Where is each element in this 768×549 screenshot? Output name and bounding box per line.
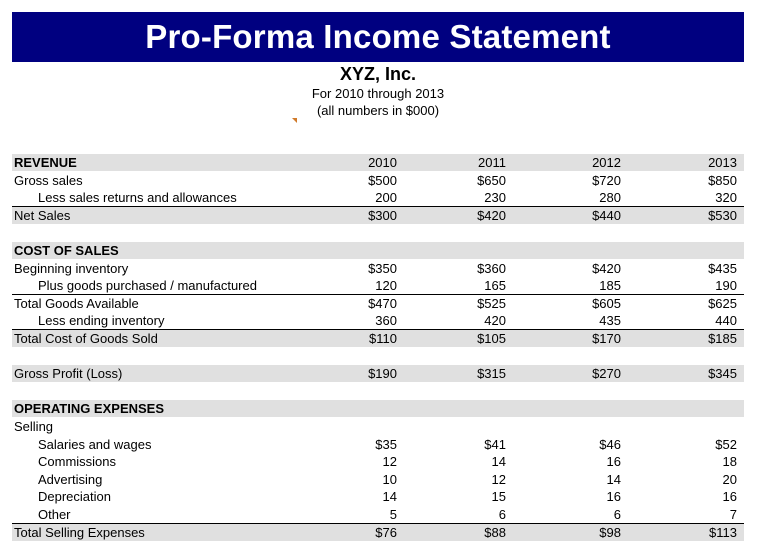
value-cell: $35 xyxy=(375,437,397,452)
value-cell: 420 xyxy=(484,313,506,328)
table-row xyxy=(12,277,744,294)
table-row xyxy=(12,260,744,277)
value-cell: 15 xyxy=(491,489,506,504)
value-cell: $52 xyxy=(715,437,737,452)
value-cell: $530 xyxy=(708,208,737,223)
value-cell: 230 xyxy=(484,190,506,205)
table-row xyxy=(12,295,744,312)
value-cell: $76 xyxy=(375,525,397,540)
value-cell: $170 xyxy=(592,331,621,346)
table-row xyxy=(12,207,744,224)
year-cell: 2012 xyxy=(592,155,621,170)
table-row xyxy=(12,453,744,470)
row-label: Other xyxy=(38,507,71,522)
value-cell: $360 xyxy=(477,261,506,276)
value-cell: $105 xyxy=(477,331,506,346)
value-cell: 12 xyxy=(382,454,397,469)
value-cell: 14 xyxy=(491,454,506,469)
value-cell: 120 xyxy=(375,278,397,293)
value-cell: $420 xyxy=(477,208,506,223)
value-cell: $190 xyxy=(368,366,397,381)
value-cell: $270 xyxy=(592,366,621,381)
comment-marker-icon xyxy=(292,118,297,123)
row-label: Total Goods Available xyxy=(14,296,139,311)
operating-expenses-header-row xyxy=(12,400,744,417)
table-row xyxy=(12,488,744,505)
revenue-header-row xyxy=(12,154,744,171)
value-cell: 7 xyxy=(729,507,737,522)
value-cell: $41 xyxy=(484,437,506,452)
row-label: Net Sales xyxy=(14,208,71,223)
table-row xyxy=(12,418,744,435)
row-label: Depreciation xyxy=(38,489,111,504)
table-row xyxy=(12,436,744,453)
value-cell: 320 xyxy=(715,190,737,205)
value-cell: $470 xyxy=(368,296,397,311)
table-row xyxy=(12,312,744,329)
value-cell: 200 xyxy=(375,190,397,205)
value-cell: 440 xyxy=(715,313,737,328)
value-cell: $185 xyxy=(708,331,737,346)
company-name: XYZ, Inc. xyxy=(339,64,417,84)
units-text: (all numbers in $000) xyxy=(316,103,440,118)
row-label: COST OF SALES xyxy=(14,243,119,258)
value-cell: 165 xyxy=(484,278,506,293)
value-cell: $46 xyxy=(599,437,621,452)
row-label: OPERATING EXPENSES xyxy=(14,401,165,416)
value-cell: $345 xyxy=(708,366,737,381)
year-cell: 2013 xyxy=(708,155,737,170)
row-label: Gross sales xyxy=(14,173,83,188)
value-cell: 185 xyxy=(599,278,621,293)
value-cell: $720 xyxy=(592,173,621,188)
row-label: REVENUE xyxy=(14,155,77,170)
table-row xyxy=(12,506,744,523)
value-cell: $110 xyxy=(369,331,397,346)
value-cell: $625 xyxy=(708,296,737,311)
row-label: Less sales returns and allowances xyxy=(38,190,237,205)
row-label: Less ending inventory xyxy=(38,313,165,328)
value-cell: 10 xyxy=(382,472,397,487)
table-row xyxy=(12,524,744,541)
value-cell: 5 xyxy=(389,507,397,522)
row-label: Commissions xyxy=(38,454,117,469)
value-cell: $500 xyxy=(368,173,397,188)
value-cell: $98 xyxy=(599,525,621,540)
value-cell: $315 xyxy=(477,366,506,381)
year-cell: 2011 xyxy=(478,155,506,170)
value-cell: $440 xyxy=(592,208,621,223)
value-cell: 14 xyxy=(606,472,621,487)
row-label: Advertising xyxy=(38,472,103,487)
table-row xyxy=(12,189,744,206)
row-label: Selling xyxy=(14,419,54,434)
value-cell: 16 xyxy=(606,454,621,469)
value-cell: 190 xyxy=(715,278,737,293)
value-cell: 12 xyxy=(491,472,506,487)
value-cell: $605 xyxy=(592,296,621,311)
value-cell: $300 xyxy=(368,208,397,223)
row-label: Gross Profit (Loss) xyxy=(14,366,123,381)
value-cell: 6 xyxy=(498,507,506,522)
value-cell: $88 xyxy=(484,525,506,540)
row-label: Total Selling Expenses xyxy=(14,525,145,540)
gross-profit-row xyxy=(12,365,744,382)
value-cell: $650 xyxy=(477,173,506,188)
value-cell: 20 xyxy=(722,472,737,487)
value-cell: 280 xyxy=(599,190,621,205)
row-label: Total Cost of Goods Sold xyxy=(14,331,158,346)
row-label: Beginning inventory xyxy=(14,261,129,276)
cost-of-sales-header-row xyxy=(12,242,744,259)
value-cell: 16 xyxy=(606,489,621,504)
value-cell: 6 xyxy=(613,507,621,522)
period-text: For 2010 through 2013 xyxy=(311,86,445,101)
table-row xyxy=(12,471,744,488)
value-cell: $525 xyxy=(477,296,506,311)
value-cell: $420 xyxy=(592,261,621,276)
value-cell: 435 xyxy=(599,313,621,328)
value-cell: $113 xyxy=(709,525,737,540)
value-cell: $435 xyxy=(708,261,737,276)
table-row xyxy=(12,330,744,347)
year-cell: 2010 xyxy=(368,155,397,170)
value-cell: 14 xyxy=(382,489,397,504)
value-cell: $350 xyxy=(368,261,397,276)
row-label: Plus goods purchased / manufactured xyxy=(38,278,257,293)
row-label: Salaries and wages xyxy=(38,437,152,452)
page-title: Pro-Forma Income Statement xyxy=(12,12,744,62)
value-cell: 18 xyxy=(722,454,737,469)
value-cell: 16 xyxy=(722,489,737,504)
value-cell: $850 xyxy=(708,173,737,188)
value-cell: 360 xyxy=(375,313,397,328)
table-row xyxy=(12,172,744,189)
